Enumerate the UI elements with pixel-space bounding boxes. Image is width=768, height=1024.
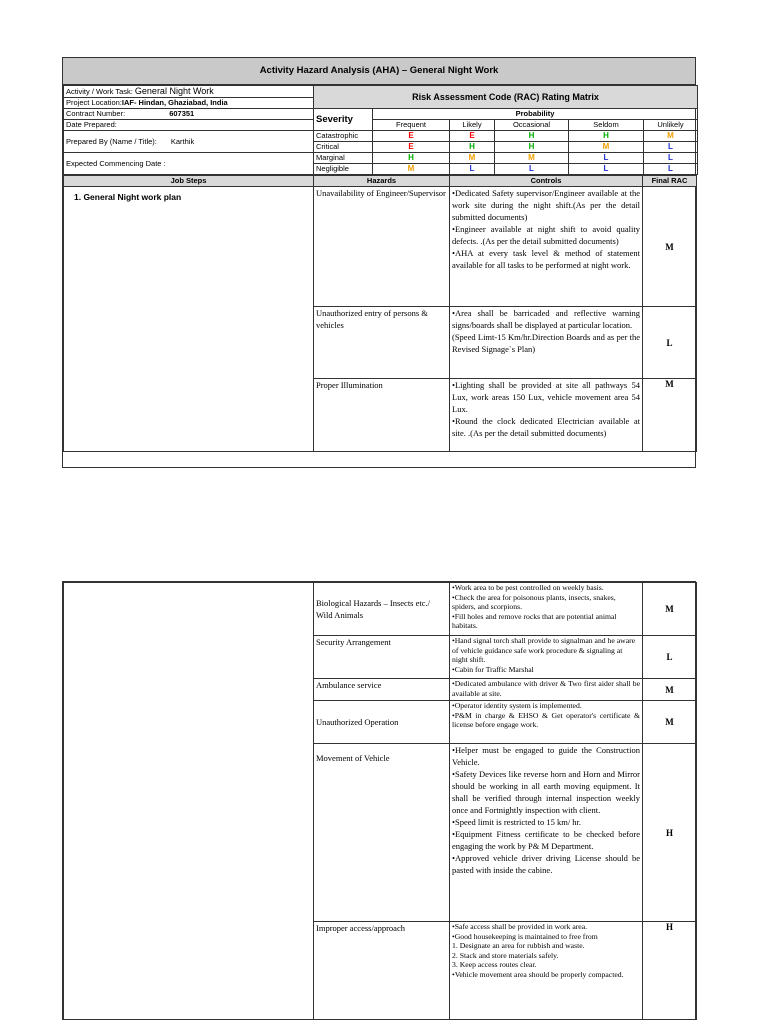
rac-cell: M — [450, 153, 495, 164]
severity-row-label: Critical — [314, 142, 373, 153]
final-rac-cell: M — [643, 583, 697, 636]
controls-cell: •Work area to be pest controlled on weekly basis. •Check the area for poisonous plants, insects, snakes, spiders, and scorpions. •Fill holes and remove rocks that are potential animal habitats. — [450, 583, 643, 636]
rac-cell: H — [495, 142, 569, 153]
rac-cell: L — [495, 164, 569, 175]
controls-cell: •Safe access shall be provided in work area. •Good housekeeping is maintained to free from 1. Designate an area for rubbish and waste. 2. Stack and store materials safely. 3. Keep access routes clear. •Vehicle movement area should be properly compacted. — [450, 922, 643, 1020]
hazard-cell: Unavailability of Engineer/Supervisor — [314, 187, 450, 307]
rac-cell: H — [569, 131, 644, 142]
rac-cell: E — [450, 131, 495, 142]
severity-row-label: Marginal — [314, 153, 373, 164]
location-cell: Project Location:IAF- Hindan, Ghaziabad, India — [64, 98, 314, 109]
rac-cell: M — [644, 131, 698, 142]
controls-cell: •Helper must be engaged to guide the Construction Vehicle. •Safety Devices like reverse horn and Horn and Mirror should be working in all earth moving equipment. It shall be verified through internal inspection weekly once and Fortnightly inspection with client. •Speed limit is restricted to 15 km/ hr. •Equipment Fitness certificate to be checked before engaging the work by P& M Department. •Approved vehicle driver driving License should be pasted with inside the cabine. — [450, 744, 643, 922]
rac-cell: M — [569, 142, 644, 153]
hazard-cell: Proper Illumination — [314, 379, 450, 452]
final-rac-cell: H — [643, 922, 697, 1020]
final-rac-cell: M — [643, 679, 697, 701]
rac-cell: E — [373, 131, 450, 142]
prob-col-occasional: Occasional — [495, 120, 569, 131]
prob-col-unlikely: Unlikely — [644, 120, 698, 131]
hazard-cell: Biological Hazards – Insects etc./ Wild Animals — [314, 583, 450, 636]
col-header-controls: Controls — [450, 176, 643, 187]
rac-cell: L — [644, 153, 698, 164]
prob-col-frequent: Frequent — [373, 120, 450, 131]
final-rac-cell: M — [643, 187, 697, 307]
prob-col-seldom: Seldom — [569, 120, 644, 131]
hazard-cell: Ambulance service — [314, 679, 450, 701]
controls-cell: •Hand signal torch shall provide to signalman and he aware of vehicle guidance safe work procedure & signaling at night shift. •Cabin for Traffic Marshal — [450, 636, 643, 679]
controls-cell: •Dedicated ambulance with driver & Two first aider shall be available at site. — [450, 679, 643, 701]
rac-cell: M — [495, 153, 569, 164]
aha-page-2 — [62, 581, 696, 1020]
job-step-cell-empty — [64, 583, 314, 1020]
rac-cell: L — [569, 164, 644, 175]
final-rac-cell: M — [643, 701, 697, 744]
commencing-date-cell: Expected Commencing Date : — [64, 153, 314, 175]
rac-cell: L — [644, 164, 698, 175]
hazard-cell: Improper access/approach — [314, 922, 450, 1020]
severity-row-label: Catastrophic — [314, 131, 373, 142]
job-step-cell: 1. General Night work plan — [64, 187, 314, 452]
rac-cell: L — [450, 164, 495, 175]
prob-col-likely: Likely — [450, 120, 495, 131]
col-header-job-steps: Job Steps — [64, 176, 314, 187]
rac-cell: H — [495, 131, 569, 142]
rac-cell: L — [644, 142, 698, 153]
severity-label: Severity — [314, 109, 373, 131]
controls-cell: •Dedicated Safety supervisor/Engineer available at the work site during the night shift.(As per the detail submitted documents) •Engineer available at night shift to avoid quality defects. .(As per the detail submitted documents) •AHA at every task level & method of statement available for all tasks to be performed at night work. — [450, 187, 643, 307]
rac-cell: M — [373, 164, 450, 175]
severity-row-label: Negligible — [314, 164, 373, 175]
controls-cell: •Lighting shall be provided at site all pathways 54 Lux, work areas 150 Lux, vehicle movement area 54 Lux. •Round the clock dedicated Electrician available at site. .(As per the detail submitted documents) — [450, 379, 643, 452]
header-table — [63, 85, 698, 175]
final-rac-cell: M — [643, 379, 697, 452]
date-cell: Date Prepared: — [64, 120, 314, 131]
hazard-table-page-2 — [63, 582, 697, 1020]
hazard-cell: Movement of Vehicle — [314, 744, 450, 922]
col-header-final-rac: Final RAC — [643, 176, 697, 187]
final-rac-cell: H — [643, 744, 697, 922]
probability-label: Probability — [373, 109, 698, 120]
final-rac-cell: L — [643, 307, 697, 379]
contract-cell: Contract Number: 607351 — [64, 109, 314, 120]
controls-cell: •Area shall be barricaded and reflective warning signs/boards shall be displayed at particular location. (Speed Limt-15 Km/hr.Direction Boards and as per the Revised Signage`s Plan) — [450, 307, 643, 379]
rac-cell: H — [373, 153, 450, 164]
hazard-cell: Unauthorized entry of persons & vehicles — [314, 307, 450, 379]
hazard-cell: Unauthorized Operation — [314, 701, 450, 744]
document-title: Activity Hazard Analysis (AHA) – General Night Work — [63, 58, 695, 85]
final-rac-cell: L — [643, 636, 697, 679]
aha-page-1 — [62, 57, 696, 468]
matrix-title: Risk Assessment Code (RAC) Rating Matrix — [314, 86, 698, 109]
hazard-table-page-1 — [63, 175, 697, 452]
controls-cell: •Operator identity system is implemented. •P&M in charge & EHSO & Get operator's certificate & license before engage work. — [450, 701, 643, 744]
hazard-cell: Security Arrangement — [314, 636, 450, 679]
rac-cell: L — [569, 153, 644, 164]
prepared-by-cell: Prepared By (Name / Title): Karthik — [64, 131, 314, 153]
rac-cell: E — [373, 142, 450, 153]
col-header-hazards: Hazards — [314, 176, 450, 187]
activity-cell: Activity / Work Task: General Night Work — [64, 86, 314, 98]
rac-cell: H — [450, 142, 495, 153]
